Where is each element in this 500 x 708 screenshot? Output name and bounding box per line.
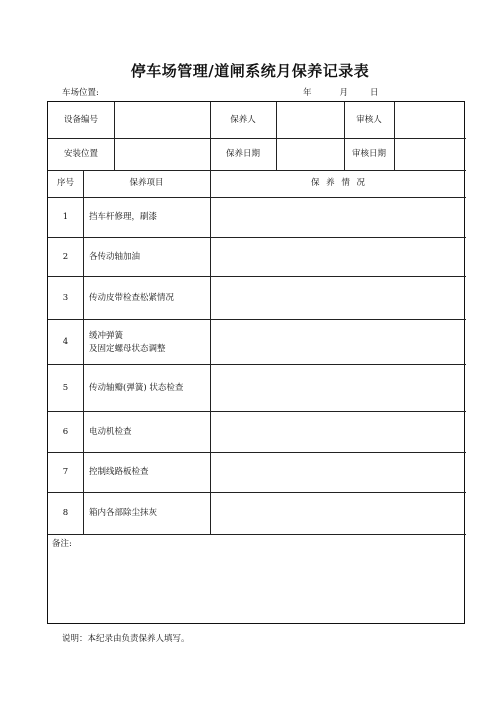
item-text: 缓冲弹簧 — [89, 331, 124, 341]
row-line — [48, 197, 466, 198]
year-label: 年 — [303, 88, 312, 98]
row-line — [48, 411, 466, 412]
header-seq: 序号 — [56, 178, 74, 188]
item-no: 4 — [62, 337, 69, 347]
equipment-no-label: 设备编号 — [63, 115, 98, 125]
item-text: 各传动轴加油 — [89, 252, 141, 262]
col-line — [276, 102, 277, 170]
row-line — [48, 492, 466, 493]
item-no: 2 — [62, 252, 69, 262]
month-label: 月 — [339, 88, 349, 98]
col-line — [114, 102, 115, 170]
col-line — [210, 170, 211, 534]
location-label: 车场位置: — [62, 88, 99, 98]
row-line — [48, 138, 466, 139]
item-no: 8 — [62, 508, 69, 518]
item-text: 及固定螺母状态调整 — [89, 344, 166, 354]
maintainer-label: 保养人 — [230, 115, 256, 125]
item-text: 传动皮带检查松紧情况 — [89, 293, 175, 303]
row-line — [48, 276, 466, 277]
document-title: 停车场管理/道闸系统月保养记录表 — [130, 62, 370, 80]
col-line — [394, 102, 395, 170]
col-line — [83, 170, 84, 534]
remarks-label: 备注: — [52, 539, 72, 549]
install-location-label: 安装位置 — [63, 149, 98, 159]
item-text: 传动轴瓣(弹簧) 状态检查 — [89, 383, 184, 393]
row-line — [48, 237, 466, 238]
item-text: 控制线路板检查 — [89, 467, 149, 477]
item-no: 1 — [62, 212, 69, 222]
item-no: 5 — [62, 383, 69, 393]
row-line — [48, 170, 466, 171]
item-text: 箱内各部除尘抹灰 — [89, 508, 158, 518]
row-line — [48, 534, 466, 535]
item-no: 3 — [62, 293, 69, 303]
maintenance-table — [47, 101, 465, 624]
row-line — [48, 452, 466, 453]
footer-note: 说明：本纪录由负责保养人填写。 — [62, 634, 190, 644]
review-date-label: 审核日期 — [351, 149, 386, 159]
item-no: 6 — [62, 427, 69, 437]
item-text: 电动机检查 — [89, 427, 132, 437]
header-status: 保 养 情 况 — [310, 178, 366, 188]
row-line — [48, 319, 466, 320]
reviewer-label: 审核人 — [356, 115, 382, 125]
day-label: 日 — [370, 88, 379, 98]
item-no: 7 — [62, 467, 69, 477]
date-labels — [303, 86, 379, 98]
maintenance-date-label: 保养日期 — [225, 149, 260, 159]
row-line — [48, 364, 466, 365]
item-text: 挡车杆修理，刷漆 — [89, 212, 158, 222]
header-item: 保养项目 — [129, 178, 164, 188]
